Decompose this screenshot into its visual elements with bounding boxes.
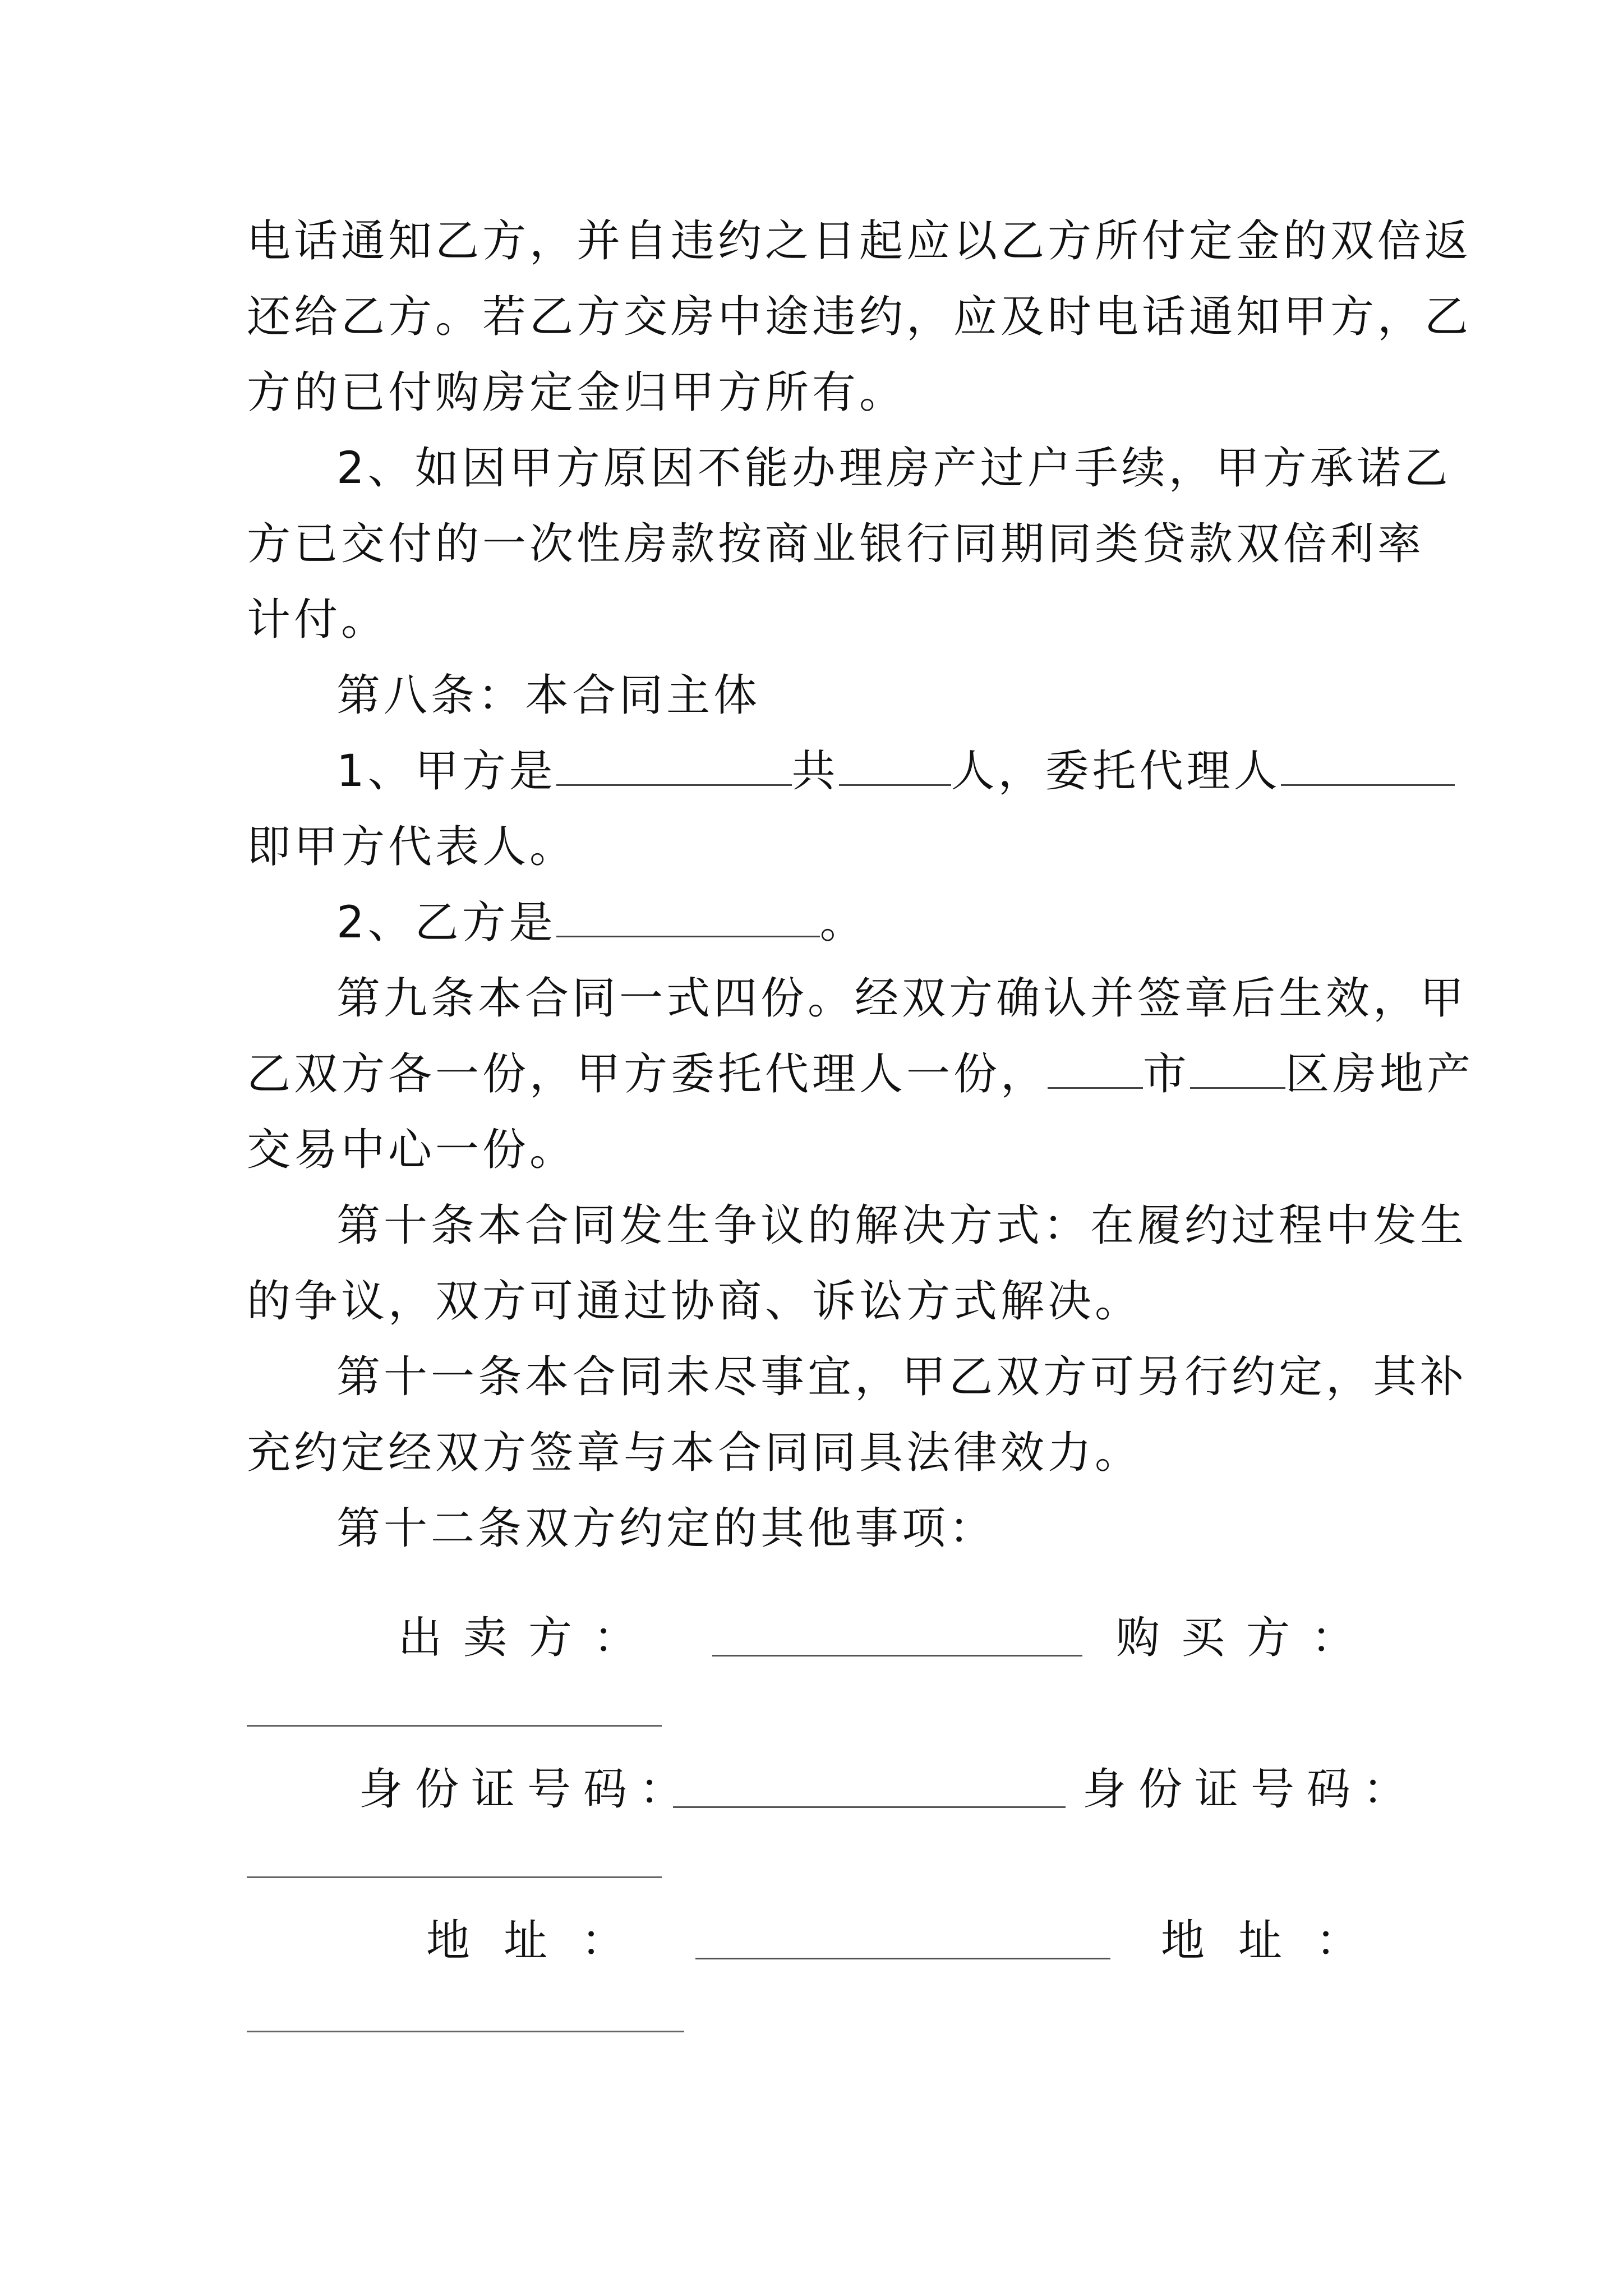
- article-9-city-label: 市: [1143, 1049, 1191, 1099]
- paragraph-1-line-1: 电话通知乙方，并自违约之日起应以乙方所付定金的双倍返: [247, 216, 1472, 266]
- signature-row-name: [247, 1599, 1391, 1677]
- article-12-line-1: 第十二条双方约定的其他事项：: [336, 1503, 997, 1554]
- article-8-item-1-count-label: 共: [791, 746, 839, 797]
- article-8-item-1-agent-label: 人，委托代理人: [951, 746, 1281, 797]
- buyer-name-blank: [247, 1725, 662, 1727]
- seller-label: 出卖方：: [398, 1613, 659, 1663]
- article-8-item-2-end: 。: [819, 898, 867, 948]
- article-8-item-2: [336, 886, 1391, 959]
- article-8-item-1: [336, 735, 1391, 808]
- buyer-address-label: 地址：: [1161, 1916, 1394, 1966]
- article-8-item-1-label: 1、甲方是: [336, 746, 556, 797]
- paragraph-1-line-2: 还给乙方。若乙方交房中途违约，应及时电话通知甲方，乙: [247, 292, 1472, 342]
- party-b-name-blank: [556, 896, 820, 937]
- article-10-line-1: 第十条本合同发生争议的解决方式：在履约过程中发生: [336, 1200, 1468, 1251]
- buyer-id-label: 身份证号码：: [1082, 1764, 1419, 1815]
- seller-blank: [712, 1655, 1082, 1657]
- signature-row-id: [247, 1750, 1419, 1829]
- district-blank: [1190, 1048, 1285, 1089]
- article-9-line-3: 交易中心一份。: [247, 1125, 577, 1175]
- buyer-id-blank: [247, 1876, 662, 1878]
- article-8-item-1-line-2: 即甲方代表人。: [247, 822, 577, 872]
- paragraph-1-line-3: 方的已付购房定金归甲方所有。: [247, 367, 907, 418]
- signature-row-address: [247, 1902, 1394, 1980]
- article-11-line-1: 第十一条本合同未尽事宜，甲乙双方可另行约定，其补: [336, 1352, 1468, 1402]
- article-8-item-2-label: 2、乙方是: [336, 898, 556, 948]
- party-a-name-blank: [556, 745, 792, 786]
- city-blank: [1048, 1048, 1143, 1089]
- seller-address-blank: [695, 1958, 1110, 1959]
- buyer-address-blank: [247, 2031, 684, 2032]
- article-11-line-2: 充约定经双方签章与本合同同具法律效力。: [247, 1428, 1142, 1478]
- buyer-label: 购买方：: [1116, 1613, 1377, 1663]
- article-9-line-2-text: 乙双方各一份，甲方委托代理人一份，: [247, 1049, 1048, 1099]
- article-9-line-1: 第九条本合同一式四份。经双方确认并签章后生效，甲: [336, 973, 1468, 1024]
- seller-id-label: 身份证号码：: [359, 1764, 696, 1815]
- article-8-title: 第八条：本合同主体: [336, 670, 761, 721]
- paragraph-2-line-2: 方已交付的一次性房款按商业银行同期同类贷款双倍利率: [247, 519, 1425, 569]
- agent-name-blank: [1281, 745, 1455, 786]
- party-a-count-blank: [839, 745, 951, 786]
- article-9-line-2: [247, 1038, 1474, 1111]
- article-9-district-label: 区房地产: [1285, 1049, 1474, 1099]
- seller-address-label: 地址：: [426, 1916, 659, 1966]
- seller-id-blank: [673, 1806, 1066, 1808]
- article-10-line-2: 的争议，双方可通过协商、诉讼方式解决。: [247, 1276, 1142, 1327]
- paragraph-2-line-1: 2、如因甲方原因不能办理房产过户手续，甲方承诺乙: [336, 443, 1451, 494]
- paragraph-2-line-3: 计付。: [247, 595, 389, 645]
